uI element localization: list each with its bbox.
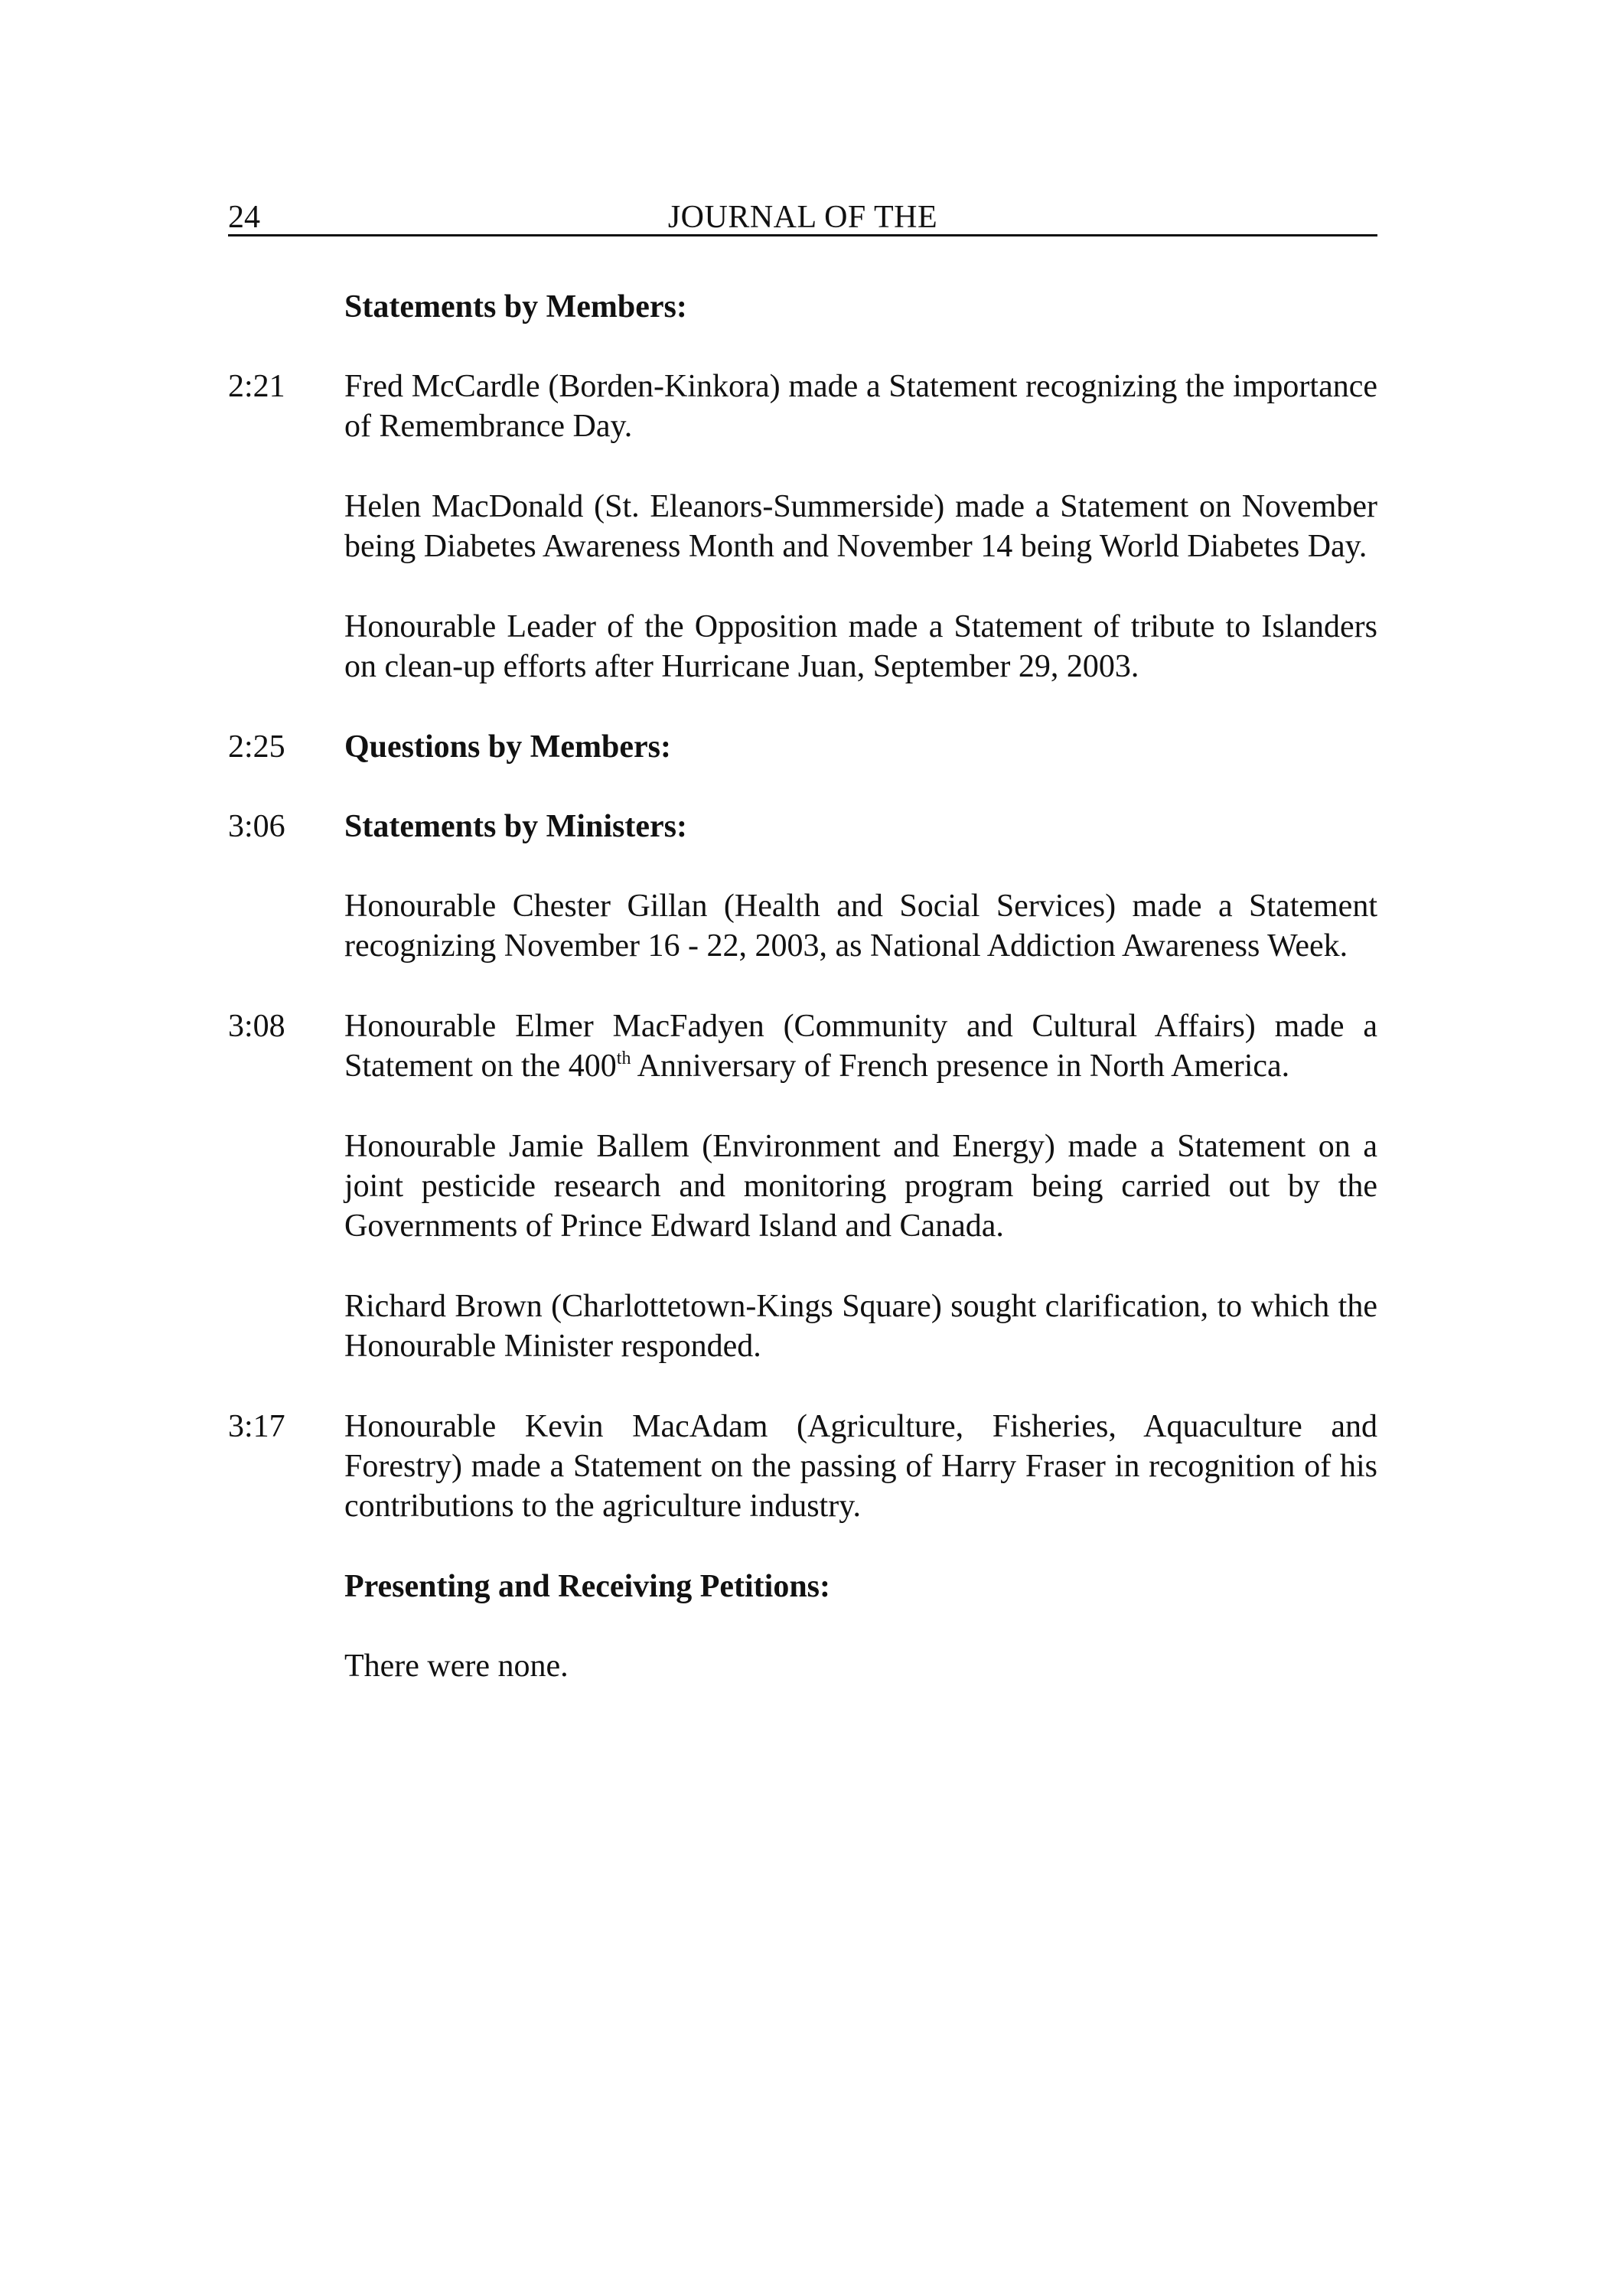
section-heading: Presenting and Receiving Petitions: [344,1569,831,1604]
entry-text: Fred McCardle (Borden-Kinkora) made a Statement recognizing the importance of Remembrance Day. [344,369,1377,444]
entry-text: Honourable Leader of the Opposition made a Statement of tribute to Islanders on clean-up efforts after Hurricane Juan, September 29, 2003. [344,609,1377,684]
journal-entry [228,1567,1377,1606]
journal-entry [228,607,1377,687]
entry-time: 3:06 [228,809,285,844]
entry-text: Honourable Chester Gillan (Health and Social Services) made a Statement recognizing November 16 - 22, 2003, as National Addiction Awareness Week. [344,889,1377,964]
journal-entry [228,886,1377,966]
ordinal-superscript: th [616,1049,631,1068]
entry-time: 3:08 [228,1009,285,1044]
running-head: JOURNAL OF THE [667,200,938,235]
entry-text [344,1006,1377,1086]
entry-time: 2:21 [228,369,285,404]
entry-text: Honourable Kevin MacAdam (Agriculture, Fisheries, Aquaculture and Forestry) made a Statement on the passing of Harry Fraser in recognition of his contributions to the agriculture industry. [344,1409,1377,1524]
entry-time: 3:17 [228,1409,285,1444]
entry-text-part: Honourable Elmer MacFadyen (Community and Cultural Affairs) made a Statement on the 400 [344,1009,1377,1084]
journal-entry [228,367,1377,446]
section-heading: Questions by Members: [344,729,671,765]
entry-text: There were none. [344,1649,569,1684]
journal-entry [228,1646,1377,1686]
entry-text: Richard Brown (Charlottetown-Kings Square) sought clarification, to which the Honourable Minister responded. [344,1289,1377,1364]
section-heading: Statements by Ministers: [344,809,687,844]
journal-entry [228,1287,1377,1366]
entry-text: Helen MacDonald (St. Eleanors-Summerside) made a Statement on November being Diabetes Awareness Month and November 14 being World Diabetes Day. [344,489,1377,564]
entry-time: 2:25 [228,729,285,765]
page-header [228,197,1377,236]
entry-text: Honourable Jamie Ballem (Environment and Energy) made a Statement on a joint pesticide research and monitoring program being carried out by the Governments of Prince Edward Island and Canada. [344,1129,1377,1244]
entry-text-part: Anniversary of French presence in North America. [631,1049,1290,1084]
journal-entry [228,287,1377,327]
journal-entry [228,1006,1377,1086]
journal-entry [228,487,1377,566]
section-heading: Statements by Members: [344,289,687,325]
journal-entry [228,1407,1377,1526]
journal-body [228,287,1377,1727]
page-number: 24 [228,200,260,235]
journal-entry [228,1127,1377,1246]
journal-entry [228,807,1377,846]
journal-entry [228,727,1377,767]
